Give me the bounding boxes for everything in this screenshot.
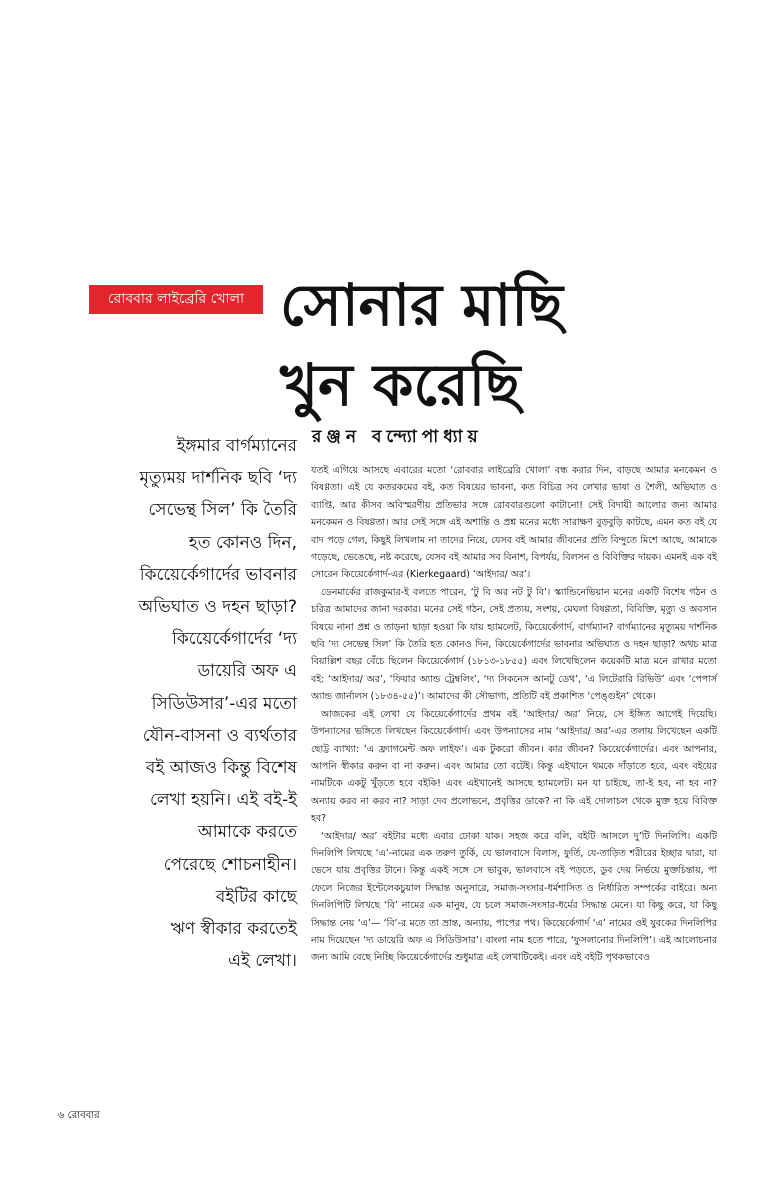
headline <box>280 265 720 425</box>
pull-quote-line: সেভেন্থ সিল’ কি তৈরি <box>148 500 297 521</box>
body-paragraph: আজকের এই লেখা যে কিয়েের্কেগার্দের প্রথম বই ‘আইদার/ অর’ নিয়ে, সে ইঙ্গিত আগেই দিয়েছি। উপন্যাসের ভঙ্গিতে লিখছেন কিয়েের্কেগার্দ। এবং উপন্যাসের নাম ‘আইদার/ অর’-এর তলায় লিখেছেন একটি ছোট্ট ব্যাখ্যা: ‘এ ফ্র্যাগমেন্ট অফ লাইফ’। এক টুকরো জীবন। কার জীবন? কিয়েের্কেগার্দের। এবং আপনার, আপনি স্বীকার করুন বা না করুন। এবং আমার তো বটেই। কিন্তু এইখানে থমকে দাঁড়াতে হবে, এবং বইয়ের নামটিকে একটু খুঁড়তে হবে বইকি! এবং এইখানেই আসছে হ্যামলেট। মন যা চাইছে, তা-ই হব, না হব না? অন্যায় করব না করব না? সাড়া দেব প্রলোভনে, প্রবৃত্তির ডাকে? না কি এই দোলাচল থেকে মুক্ত হয়ে বিবিক্ত হব? <box>311 708 717 825</box>
pull-quote-line: লেখা হয়নি। এই বই-ই <box>150 790 297 811</box>
pull-quote <box>104 430 297 977</box>
section-tag: রোববার লাইব্রেরি খোলা <box>89 285 263 314</box>
pull-quote-line: কিয়েের্কেগার্দের ‘দ্য <box>171 629 297 650</box>
pull-quote-line: আমাকে করতে <box>197 822 297 843</box>
pull-quote-line: বইটির কাছে <box>215 886 297 907</box>
byline: রঞ্জন বন্দ্যোপাধ্যায় <box>312 427 483 447</box>
page-folio: ৬ রোববার <box>58 1110 100 1121</box>
pull-quote-line: ডায়েরি অফ এ <box>197 661 297 682</box>
pull-quote-line: হত কোনও দিন, <box>188 532 297 553</box>
pull-quote-line: কিয়েের্কেগার্দের ভাবনার <box>139 564 297 585</box>
body-paragraph: ডেনমার্কের রাজকুমার-ই বলতে পারেন, ‘টু বি অর নট টু বি’। স্ক্যান্ডিনেভিয়ান মনের একটি বিশেষ গঠন ও চরিত্র আমাদের জানা দরকার। মনের সেই গঠন, সেই প্রত্যয়, সংশয়, মেঘলা বিষণ্ণতা, বিবিক্তি, মৃত্যু ও অবসান বিষয়ে নানা প্রশ্ন ও তাড়না ছাড়া হওয়া কি যায় হ্যামলেট, কিয়েের্কেগার্দ, বার্গম্যান? বার্গম্যানের মৃত্যুময় দার্শনিক ছবি ‘দ্য সেভেন্থ সিল’ কি তৈরি হত কোনও দিন, কিয়েের্কেগার্দের ভাবনার অভিঘাত ও দহন ছাড়া? অথচ মাত্র বিয়াল্লিশ বছর বেঁচে ছিলেন কিয়েের্কেগার্দ (১৮১৩-১৮৫৫) এবং লিখেছিলেন কয়েকটি মাত্র মনে রাখার মতো বই: ‘আইদার/ অর’, ‘ফিয়ার অ্যান্ড ট্রেম্বলিং’, ‘দ্য সিকনেস আনটু ডেথ’, ‘এ লিটেরারি রিভিউ’ এবং ‘পেপার্স অ্যান্ড জার্নালস (১৮৩৪-৫৫)’। আমাদের কী সৌভাগ্য, প্রতিটি বই প্রকাশিত ‘পেঙ্গুইন’ থেকে। <box>311 586 718 703</box>
headline-line-1: সোনার মাছি <box>280 271 563 339</box>
pull-quote-line: যৌন-বাসনা ও ব্যর্থতার <box>142 725 297 746</box>
pull-quote-line: সিডিউসার’-এর মতো <box>151 693 297 714</box>
pull-quote-line: পেরেছে শোচনাহীন। <box>163 854 297 875</box>
body-paragraph: ‘আইদার/ অর’ বইটার মধ্যে এবার ঢোকা যাক। সহজ করে বলি, বইটি আসলে দু’টি দিনলিপি। একটি দিনলিপি লিখছে ‘এ’-নামের এক তরুণ তুর্কি, যে ভালবাসে বিলাস, ফুর্তি, যে-তাড়িত শরীরের ইচ্ছার দ্বারা, যা ভেসে যায় প্রবৃত্তির টানে। কিন্তু একই সঙ্গে সে ভাবুক, ভালবাসে বই পড়তে, ডুব দেয় নির্ভয়ে মুক্তচিন্তায়, পা ফেলে নিজের ইন্টেলেকচুয়াল সিদ্ধান্ত অনুসারে, সমাজ-সংসার-ধর্মশাসিত ও নির্ধারিত সম্পর্কের বাইরে। অন্য দিনলিপিটি লিখছে ‘বি’ নামের এক মানুষ, যে চলে সমাজ-সংসার-ধর্মের সিদ্ধান্ত মেনে। যা কিছু করে, যা কিছু সিদ্ধান্ত নেয় ‘এ’— ‘বি’-র মতে তা ভ্রান্ত, অন্যায়, পাপের পথ। কিয়েের্কেগার্দ ‘এ’ নামের ওই যুবকের দিনলিপির নাম দিয়েছেন ‘দ্য ডায়েরি অফ এ সিডিউসার’। বাংলা নাম হতে পারে, ‘ফুসলানোর দিনলিপি’। এই আলোচনার জন্য আমি বেছে নিচ্ছি কিয়েের্কেগার্দের শুধুমাত্র এই লেখাটিকেই। এবং এই বইটি পৃথকভাবেও <box>311 830 717 964</box>
pull-quote-line: ইঙ্গমার বার্গম্যানের <box>176 436 297 456</box>
pull-quote-line: অভিঘাত ও দহন ছাড়া? <box>138 597 297 618</box>
pull-quote-line: মৃত্যুময় দার্শনিক ছবি ‘দ্য <box>139 468 297 489</box>
pull-quote-line: বই আজও কিন্তু বিশেষ <box>145 758 297 779</box>
article-body <box>311 462 717 967</box>
body-paragraph: যতই এগিয়ে আসছে এবারের মতো ‘রোববার লাইব্রেরি খোলা’ বন্ধ করার দিন, বাড়ছে আমার মনকেমন ও বিষণ্ণতা। এই যে কতরকমের বই, কত বিষয়ের ভাবনা, কত বিচিত্র সব লেখার ভাষা ও শৈলী, অভিঘাত ও ব্যাপ্তি, আর কীসব অবিস্মরণীয় প্রতিভার সঙ্গে রোববারগুলো কাটানো! সেই বিদায়ী আলোর জন্য আমার মনকেমন ও বিষণ্ণতা। আর সেই সঙ্গে এই অশান্তি ও প্রশ্ন মনের মধ্যে সারাক্ষণ বুড়বুড়ি কাটছে, এমন কত বই যে বাদ পড়ে গেল, কিছুই লিখলাম না তাদের নিয়ে, যেসব বই আমার জীবনের প্রতি বিন্দুতে মিশে আছে, আমাকে গড়েছে, ভেঙেছে, নষ্ট করেছে, যেসব বই আমার সব বিনাশ, বিপর্যয়, বিলসন ও বিবিক্তির দায়ক। এমনই এক বই সোরেন কিয়েের্কেগার্দ-এর (Kierkegaard) ‘আইদার/ অর’। <box>311 465 717 581</box>
pull-quote-line: এই লেখা। <box>228 951 297 972</box>
pull-quote-line: ঋণ স্বীকার করতেই <box>170 919 297 940</box>
headline-line-2: খুন করেছি <box>280 351 521 419</box>
